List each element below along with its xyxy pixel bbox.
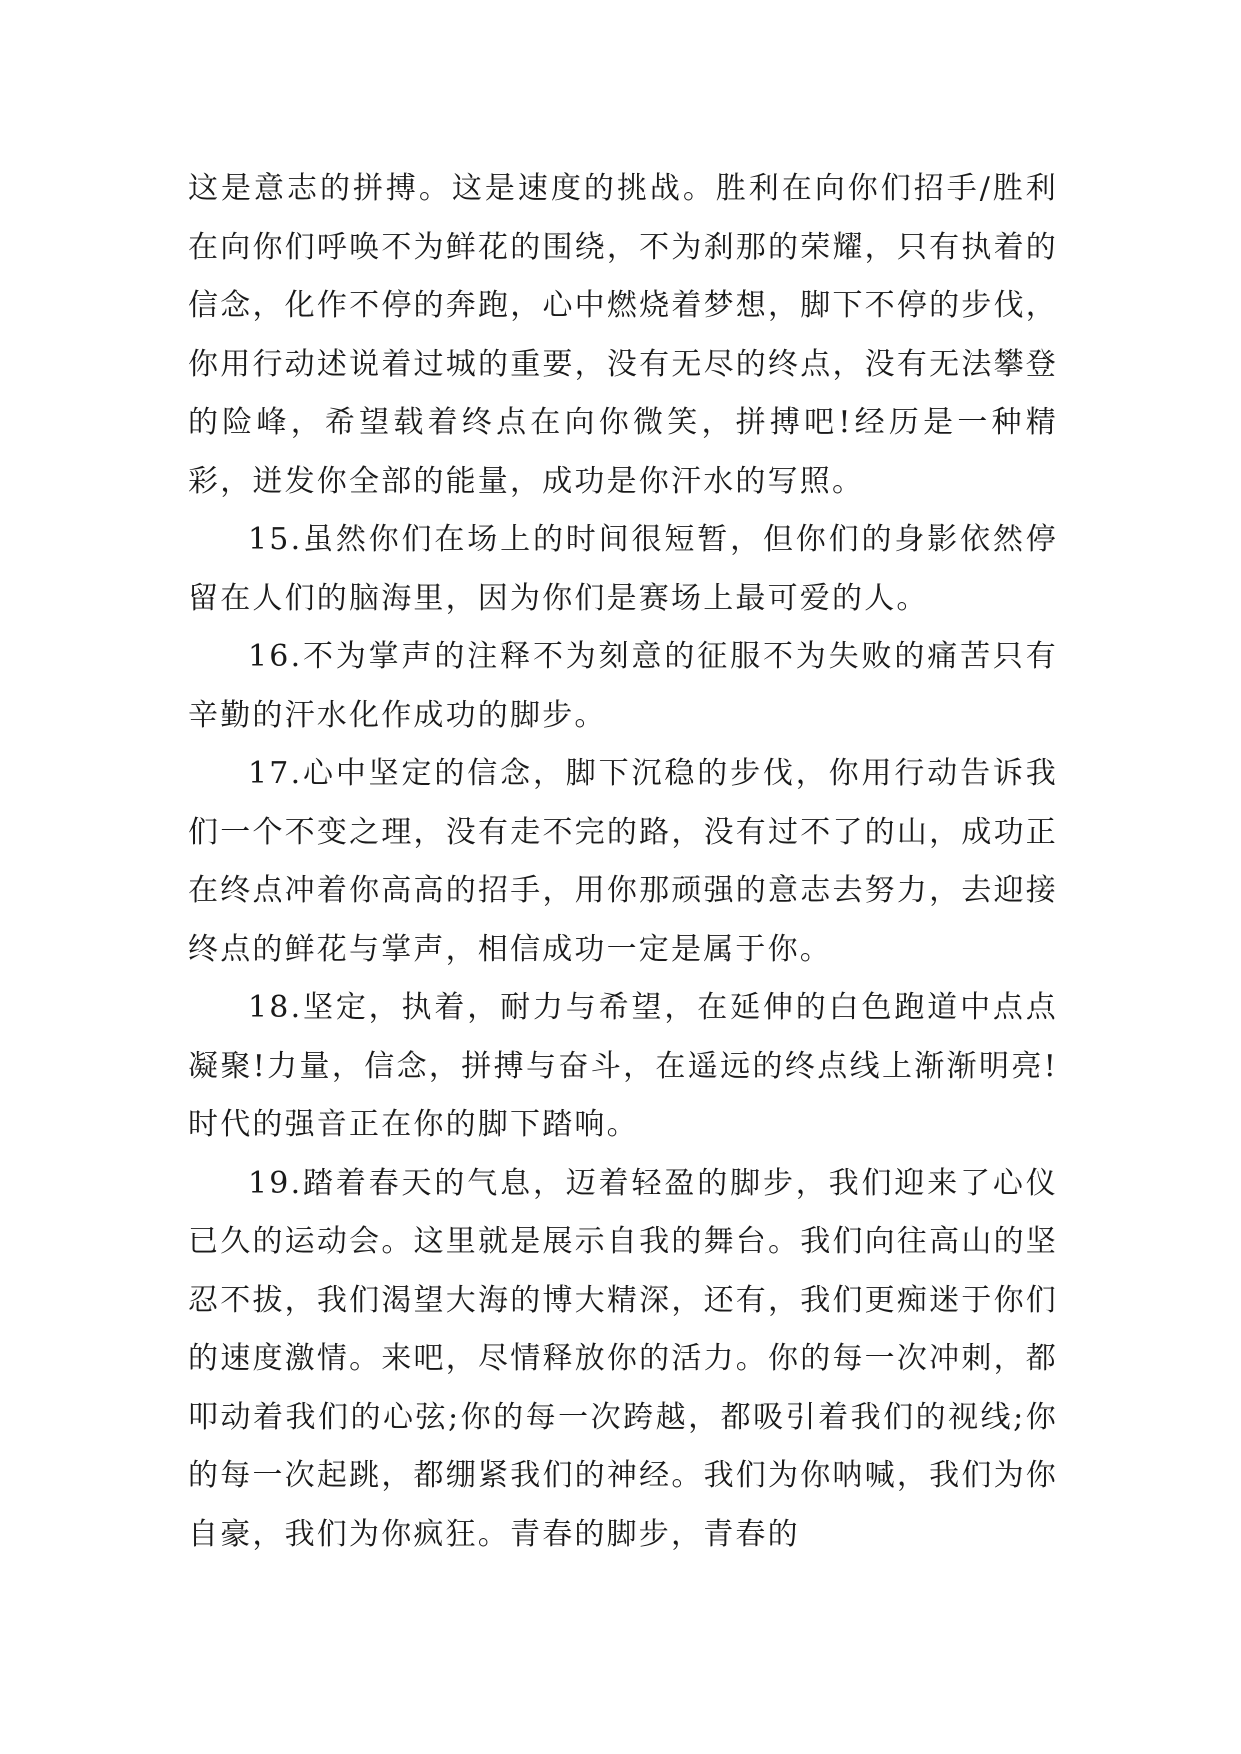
paragraph-19: 19.踏着春天的气息，迈着轻盈的脚步，我们迎来了心仪已久的运动会。这里就是展示自我的舞台。我们向往高山的坚忍不拔，我们渴望大海的博大精深，还有，我们更痴迷于你们的速度激情。来吧，尽情释放你的活力。你的每一次冲刺，都叩动着我们的心弦;你的每一次跨越，都吸引着我们的视线;你的每一次起跳，都绷紧我们的神经。我们为你呐喊，我们为你自豪，我们为你疯狂。青春的脚步，青春的 xyxy=(188,1165,1058,1552)
paragraph-intro: 这是意志的拼搏。这是速度的挑战。胜利在向你们招手/胜利在向你们呼唤不为鲜花的围绕，不为刹那的荣耀，只有执着的信念，化作不停的奔跑，心中燃烧着梦想，脚下不停的步伐，你用行动述说着过城的重要，没有无尽的终点，没有无法攀登的险峰，希望载着终点在向你微笑，拼搏吧!经历是一种精彩，迸发你全部的能量，成功是你汗水的写照。 xyxy=(188,171,1058,499)
paragraph-18: 18.坚定，执着，耐力与希望，在延伸的白色跑道中点点凝聚!力量，信念，拼搏与奋斗，在遥远的终点线上渐渐明亮!时代的强音正在你的脚下踏响。 xyxy=(188,990,1058,1142)
paragraph-16: 16.不为掌声的注释不为刻意的征服不为失败的痛苦只有辛勤的汗水化作成功的脚步。 xyxy=(188,639,1058,733)
paragraph-15: 15.虽然你们在场上的时间很短暂，但你们的身影依然停留在人们的脑海里，因为你们是赛场上最可爱的人。 xyxy=(188,522,1058,616)
paragraph-17: 17.心中坚定的信念，脚下沉稳的步伐，你用行动告诉我们一个不变之理，没有走不完的路，没有过不了的山，成功正在终点冲着你高高的招手，用你那顽强的意志去努力，去迎接终点的鲜花与掌声，相信成功一定是属于你。 xyxy=(188,756,1058,967)
document-body xyxy=(188,160,1058,1564)
